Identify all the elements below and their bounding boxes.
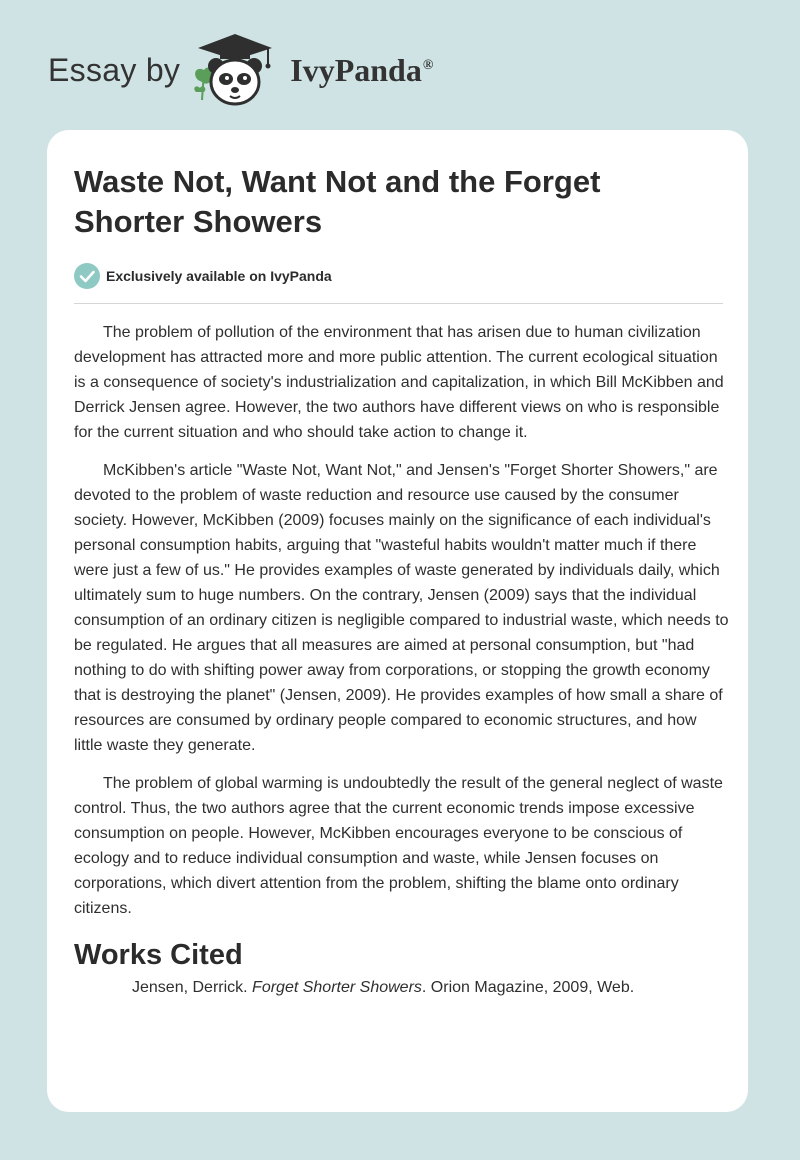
check-circle-icon — [74, 263, 100, 289]
exclusive-label: Exclusively available on IvyPanda — [106, 268, 332, 284]
citation-title: Forget Shorter Showers — [252, 979, 422, 996]
paragraph: The problem of pollution of the environment that has arisen due to human civilization development has attracted more and more public attention. The current ecological situation is a consequence of society's industrialization and capitalization, in which Bill McKibben and Derrick Jensen agree. However, the two authors have different views on who is responsible for the current situation and who should take action to change it. — [74, 324, 724, 441]
citation-author: Jensen, Derrick. — [132, 979, 248, 996]
citation-entry — [74, 975, 729, 1000]
exclusive-badge — [74, 263, 332, 289]
brand-prefix: Essay by — [48, 51, 181, 88]
essay-title: Waste Not, Want Not and the Forget Shorter Showers — [74, 164, 601, 239]
citation-details: . Orion Magazine, 2009, Web. — [421, 979, 635, 996]
essay-body — [74, 320, 729, 1013]
brand-name: IvyPanda® — [290, 51, 434, 88]
essay-card — [47, 130, 748, 1112]
works-cited-heading: Works Cited — [74, 939, 243, 971]
title-divider — [74, 303, 723, 304]
paragraph: The problem of global warming is undoubtedly the result of the general neglect of waste control. Thus, the two authors agree that the current economic trends impose excessive consumption on people. However, McKibben encourages everyone to be conscious of ecology and to reduce individual consumption and waste, while Jensen focuses on corporations, which divert attention from the problem, shifting the blame onto ordinary citizens. — [74, 775, 723, 917]
paragraph: McKibben's article "Waste Not, Want Not," and Jensen's "Forget Shorter Showers," are devoted to the problem of waste reduction and resource use caused by the consumer society. However, McKibben (2009) focuses mainly on the significance of each individual's personal consumption habits, arguing that "wasteful habits wouldn't matter much if there were just a few of us." He provides examples of waste generated by individuals daily, which ultimately sum to huge numbers. On the contrary, Jensen (2009) says that the individual consumption of an ordinary citizen is negligible compared to industrial waste, which needs to be regulated. He argues that all measures are aimed at personal consumption, but "had nothing to do with shifting power away from corporations, or stopping the growth economy that is destroying the planet" (Jensen, 2009). He provides examples of how small a share of resources are consumed by ordinary people compared to economic structures, and how little waste they generate. — [74, 462, 729, 754]
site-brand[interactable] — [48, 30, 433, 110]
panda-mascot-icon — [190, 30, 280, 110]
